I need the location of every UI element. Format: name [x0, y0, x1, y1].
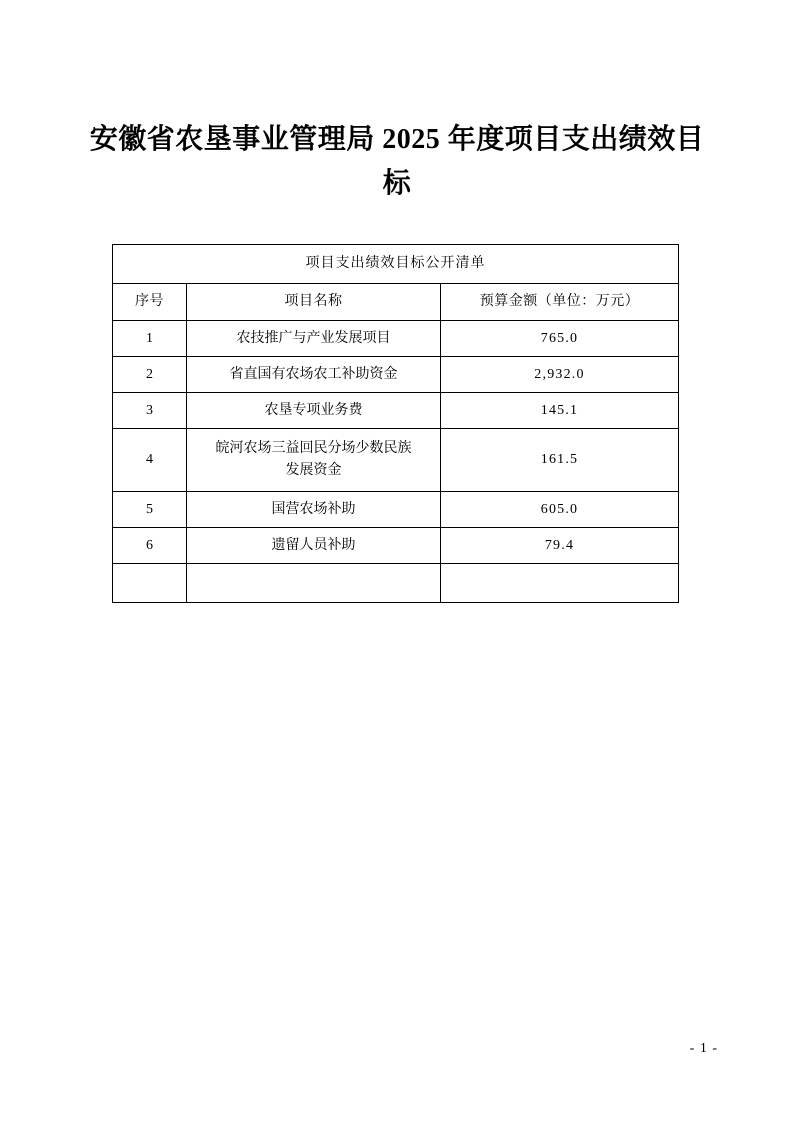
cell-amount: 605.0: [441, 492, 679, 528]
cell-project-name: 国营农场补助: [187, 492, 441, 528]
cell-amount: [441, 564, 679, 603]
cell-amount: 79.4: [441, 528, 679, 564]
cell-no: 2: [113, 357, 187, 393]
table-row: [113, 528, 679, 564]
table-caption-row: [113, 245, 679, 284]
table-row: [113, 357, 679, 393]
cell-no: 6: [113, 528, 187, 564]
table-row-empty: [113, 564, 679, 603]
cell-project-name: [187, 429, 441, 492]
cell-project-name: 农技推广与产业发展项目: [187, 321, 441, 357]
table-row: [113, 393, 679, 429]
cell-no: 1: [113, 321, 187, 357]
page-number: - 1 -: [689, 1041, 718, 1056]
performance-target-table-container: [76, 244, 718, 603]
column-header-name: 项目名称: [187, 284, 441, 321]
table-header-row: [113, 284, 679, 321]
cell-no: 5: [113, 492, 187, 528]
cell-no: [113, 564, 187, 603]
cell-project-name: 遗留人员补助: [187, 528, 441, 564]
cell-project-name-line2: 发展资金: [285, 463, 342, 478]
performance-target-table: [112, 244, 679, 603]
cell-no: 3: [113, 393, 187, 429]
cell-project-name-line1: 皖河农场三益回民分场少数民族: [215, 441, 412, 456]
cell-no: 4: [113, 429, 187, 492]
column-header-amount: 预算金额（单位：万元）: [441, 284, 679, 321]
cell-amount: 765.0: [441, 321, 679, 357]
column-header-no: 序号: [113, 284, 187, 321]
cell-project-name: 农垦专项业务费: [187, 393, 441, 429]
cell-amount: 145.1: [441, 393, 679, 429]
table-row: [113, 321, 679, 357]
cell-project-name: 省直国有农场农工补助资金: [187, 357, 441, 393]
page-title: 安徽省农垦事业管理局 2025 年度项目支出绩效目标: [89, 124, 705, 199]
cell-amount: 2,932.0: [441, 357, 679, 393]
table-row: [113, 492, 679, 528]
table-row: [113, 429, 679, 492]
cell-project-name: [187, 564, 441, 603]
cell-amount: 161.5: [441, 429, 679, 492]
table-caption: 项目支出绩效目标公开清单: [113, 245, 679, 284]
